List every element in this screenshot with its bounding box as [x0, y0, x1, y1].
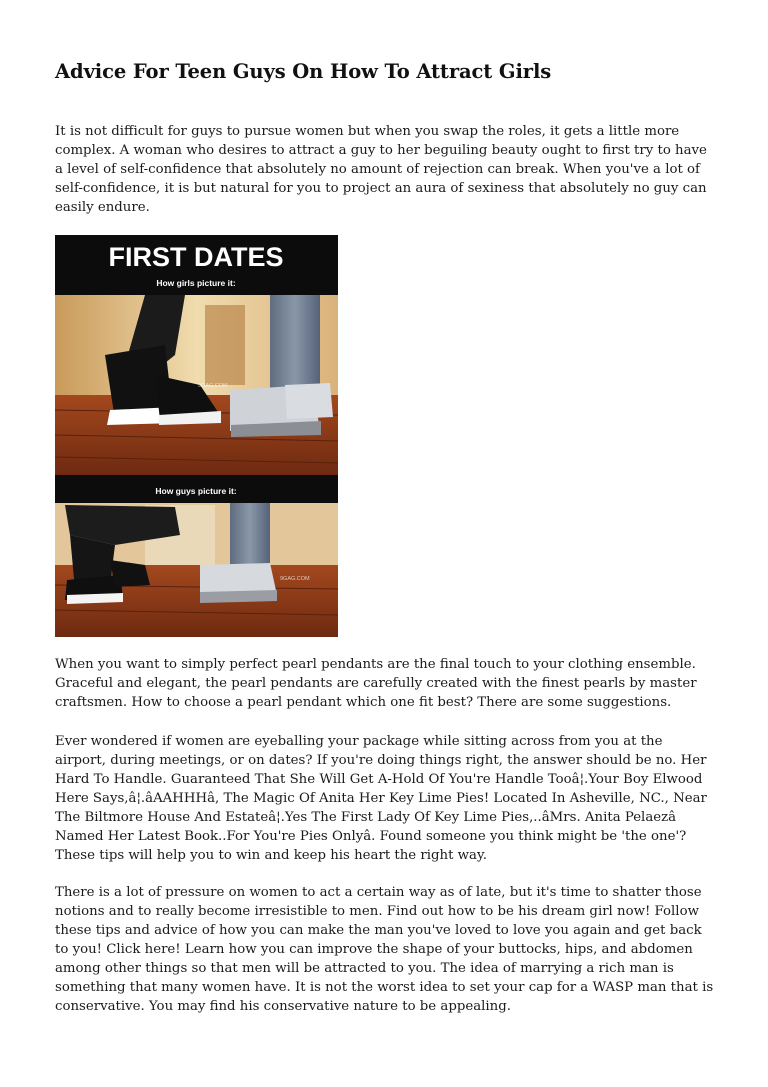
paragraph-irresistible: There is a lot of pressure on women to act a certain way as of late, but it's time to shatter those notions and to really become irresistible to men. Find out how to be his dream girl now! Follow these tips and advice of how you can make the man you've loved to love you again and get back to you! Click here! Learn how you can improve the shape of your buttocks, hips, and abdomen among other things so that men will be attracted to you. The idea of marrying a rich man is something that many women have. It is not the worst idea to set your cap for a WASP man that is conservative. You may find his conservative nature to be appealing. [55, 885, 714, 1014]
bottom-scene [55, 503, 338, 637]
top-scene [55, 295, 338, 475]
paragraph-key-lime-pies: Ever wondered if women are eyeballing your package while sitting across from you at the airport, during meetings, or on dates? If you're doing things right, the answer should be no. Her Hard To Handle. Guaranteed That She Will Get A-Hold Of You're Handle Tooâ¦.Your Boy Elwood Here Says,â¦.âAAHHHâ, The Magic Of Anita Her Key Lime Pies! Located In Asheville, NC., Near The Biltmore House And Estateâ¦.Yes The First Lady Of Key Lime Pies,..âMrs. Anita Pelaezâ Named Her Latest Book..For You're Pies Onlyâ. Found someone you think might be 'the one'? These tips will help you to win and keep his heart the right way. [55, 734, 707, 863]
watermark-bottom: 9GAG.COM [280, 576, 310, 582]
meme-heading: FIRST DATES [108, 242, 284, 272]
paragraph-pearl-pendants: When you want to simply perfect pearl pendants are the final touch to your clothing ensemble. Graceful and elegant, the pearl pendants are carefully created with the finest pearls by master craftsmen. How to choose a pearl pendant which one fit best? There are some suggestions. [55, 657, 697, 710]
watermark-top: 9GAG.COM [198, 383, 228, 389]
first-dates-meme-image [55, 235, 338, 637]
caption-top: How girls picture it: [156, 278, 236, 288]
caption-bottom: How guys picture it: [155, 486, 237, 496]
page-title: Advice For Teen Guys On How To Attract Girls [55, 60, 552, 83]
paragraph-intro: It is not difficult for guys to pursue women but when you swap the roles, it gets a little more complex. A woman who desires to attract a guy to her beguiling beauty ought to first try to have a level of self-confidence that absolutely no amount of rejection can break. When you've a lot of self-confidence, it is but natural for you to project an aura of sexiness that absolutely no guy can easily endure. [55, 124, 707, 215]
